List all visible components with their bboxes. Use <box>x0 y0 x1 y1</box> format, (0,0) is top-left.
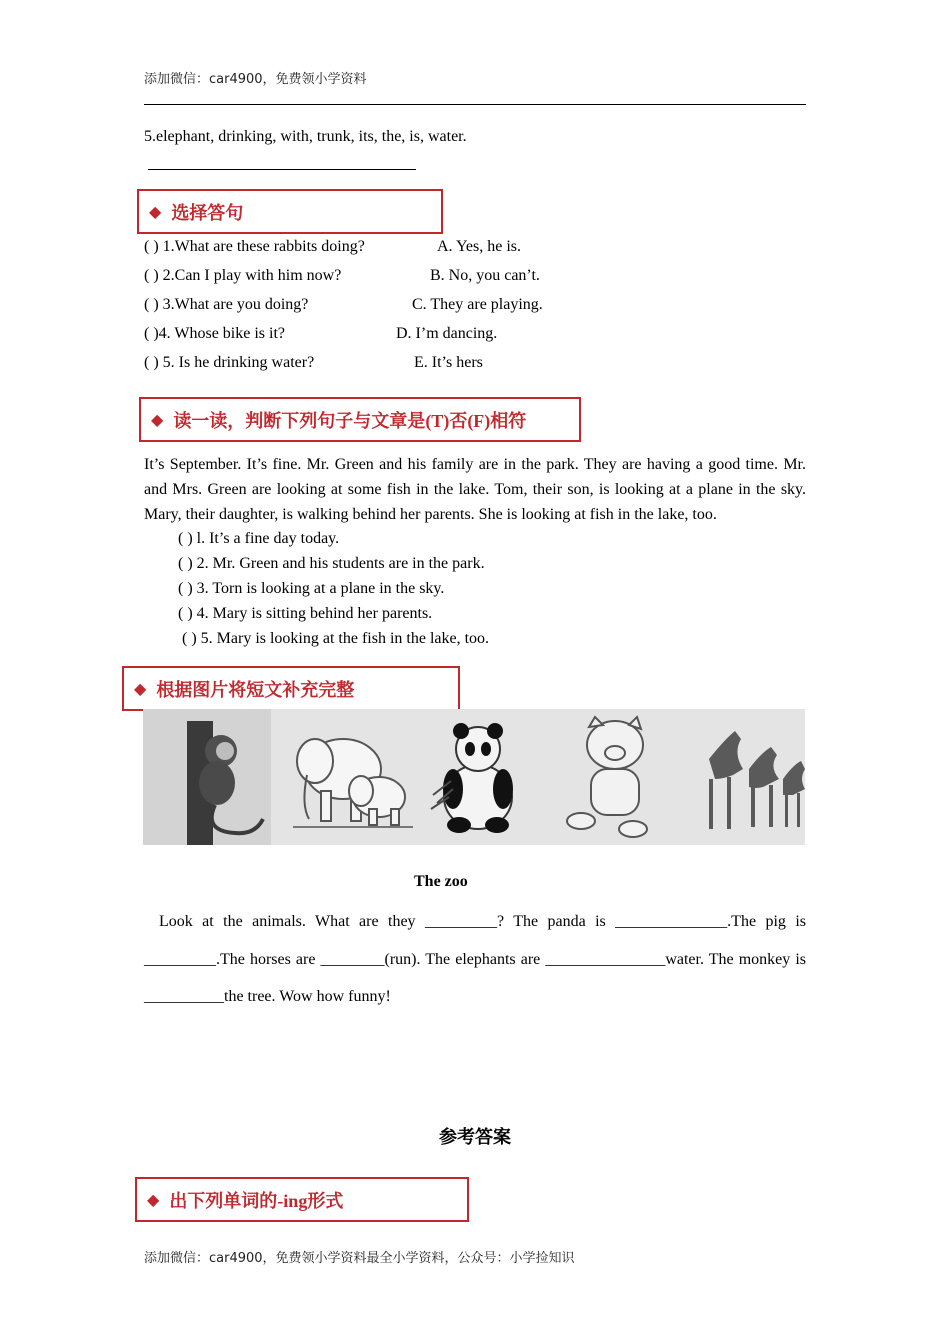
section-title: 出下列单词的-ing形式 <box>169 1190 344 1212</box>
animal-picture-strip <box>143 709 805 845</box>
tf-statement: ( ) 5. Mary is looking at the fish in the lake, too. <box>182 630 490 647</box>
section-header-ing-form <box>135 1177 469 1222</box>
story-paragraph: Look at the animals. What are they _________? The panda is ______________.The pig is _________.The horses are ________(run). The elephants are _______________water. The monkey is __________the tree. Wow how funny! <box>144 913 806 1005</box>
reading-passage: It’s September. It’s fine. Mr. Green and his family are in the park. They are having a good time. Mr. and Mrs. Green are looking at some fish in the lake. Tom, their son, is looking at a plane in the sky. Mary, their daughter, is walking behind her parents. She is looking at fish in the lake, too. <box>144 456 806 523</box>
section-header-picture <box>122 666 460 711</box>
diamond-bullet-icon: ◆ <box>134 679 147 698</box>
diamond-bullet-icon: ◆ <box>149 202 162 221</box>
matching-row <box>144 325 498 343</box>
question-5-text: 5.elephant, drinking, with, trunk, its, the, is, water. <box>144 128 467 145</box>
header-divider <box>144 104 806 105</box>
footer-watermark: 添加微信：car4900，免费领小学资料最全小学资料，公众号：小学捡知识 <box>144 1251 575 1266</box>
section-header-choose-answer <box>137 189 443 234</box>
section-title: 根据图片将短文补充完整 <box>156 679 355 701</box>
tf-statement: ( ) 4. Mary is sitting behind her parents. <box>178 605 433 622</box>
tf-statement: ( ) l. It’s a fine day today. <box>178 530 340 547</box>
story-title: The zoo <box>414 873 468 890</box>
tf-statement: ( ) 2. Mr. Green and his students are in the park. <box>178 555 485 572</box>
answer-option: D. I’m dancing. <box>396 325 498 342</box>
question-text: ( )4. Whose bike is it? <box>144 325 286 342</box>
header-watermark: 添加微信：car4900，免费领小学资料 <box>144 72 367 87</box>
matching-row <box>144 354 483 372</box>
answers-heading: 参考答案 <box>439 1127 511 1148</box>
question-text: ( ) 1.What are these rabbits doing? <box>144 238 365 255</box>
question-text: ( ) 5. Is he drinking water? <box>144 354 315 371</box>
monkey-image <box>143 709 271 845</box>
question-text: ( ) 3.What are you doing? <box>144 296 309 313</box>
answer-blank-line <box>148 169 416 170</box>
answer-option: B. No, you can’t. <box>430 267 540 284</box>
matching-row <box>144 267 540 285</box>
diamond-bullet-icon: ◆ <box>151 410 164 429</box>
section-title: 选择答句 <box>171 202 244 224</box>
answer-option: A. Yes, he is. <box>437 238 522 255</box>
diamond-bullet-icon: ◆ <box>147 1190 160 1209</box>
question-text: ( ) 2.Can I play with him now? <box>144 267 342 284</box>
answer-option: C. They are playing. <box>412 296 543 313</box>
section-header-reading <box>139 397 581 442</box>
matching-row <box>144 296 543 314</box>
matching-row <box>144 238 522 256</box>
tf-statement: ( ) 3. Torn is looking at a plane in the sky. <box>178 580 445 597</box>
answer-option: E. It’s hers <box>414 354 483 371</box>
section-title: 读一读，判断下列句子与文章是(T)否(F)相符 <box>173 410 527 432</box>
